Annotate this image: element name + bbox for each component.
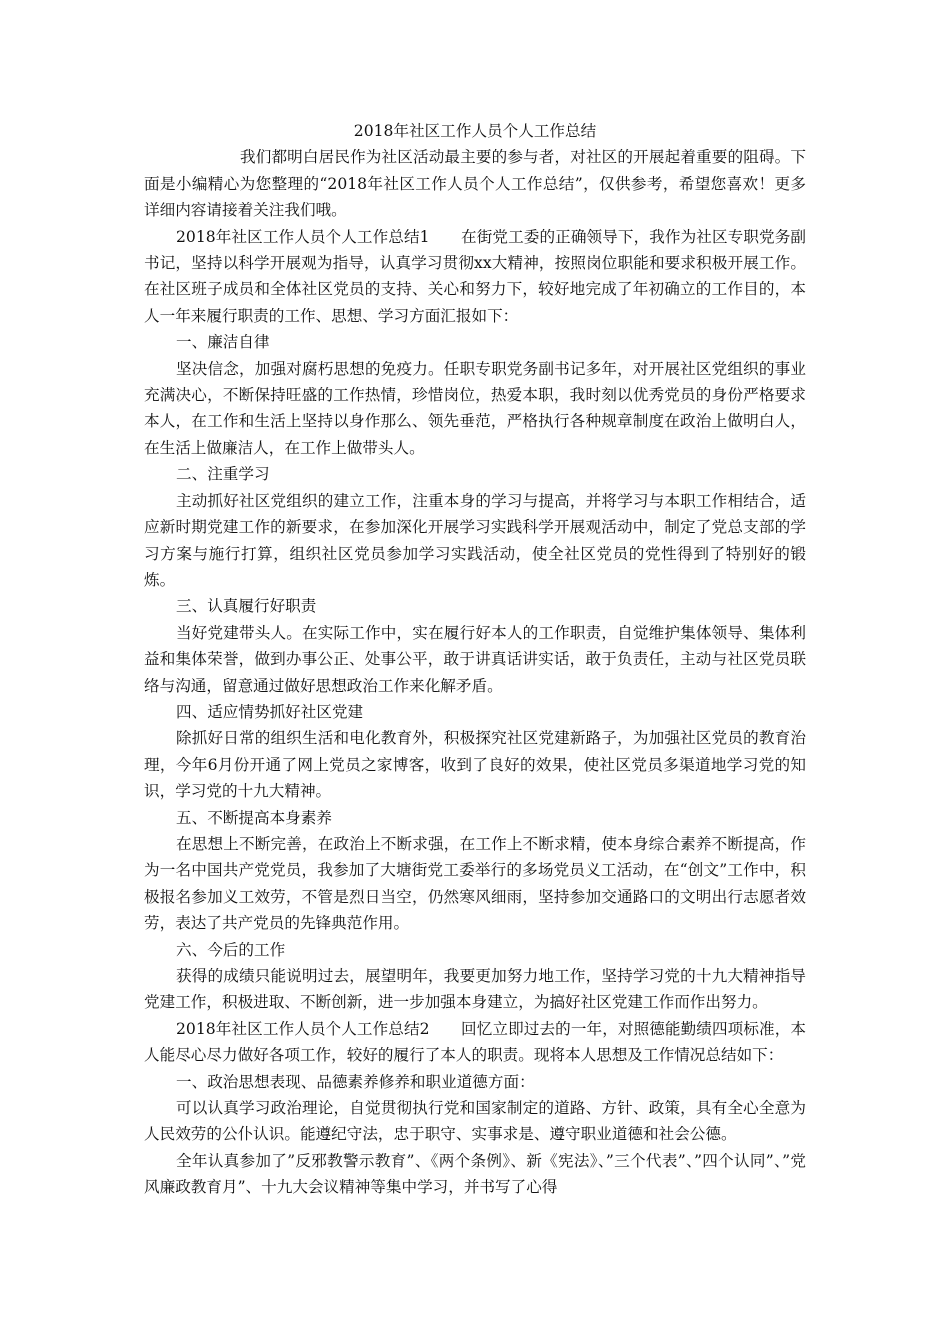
paragraph: 可以认真学习政治理论，自觉贯彻执行党和国家制定的道路、方针、政策，具有全心全意为人民效劳的公仆认识。能遵纪守法，忠于职守、实事求是、遵守职业道德和社会公德。: [144, 1099, 806, 1144]
paragraph: 在思想上不断完善，在政治上不断求强，在工作上不断求精，使本身综合素养不断提高，作为一名中国共产党党员，我参加了大塘街党工委举行的多场党员义工活动，在“创文”工作中，积极报名参加义工效劳，不管是烈日当空，仍然寒风细雨，坚持参加交通路口的文明出行志愿者效劳，表达了共产党员的先锋典范作用。: [144, 834, 806, 933]
section-heading: 三、认真履行好职责: [176, 597, 317, 616]
section-heading: 四、适应情势抓好社区党建: [176, 702, 364, 721]
section-heading: 二、注重学习: [176, 465, 270, 484]
section-heading: 一、廉洁自律: [176, 333, 270, 352]
paragraph: 主动抓好社区党组织的建立工作，注重本身的学习与提高，并将学习与本职工作相结合，适应新时期党建工作的新要求，在参加深化开展学习实践科学开展观活动中，制定了党总支部的学习方案与施行打算，组织社区党员参加学习实践活动，使全社区党员的党性得到了特别好的锻炼。: [144, 491, 806, 589]
section-heading: 一、政治思想表现、品德素养修养和职业道德方面：: [176, 1072, 535, 1091]
paragraph: 当好党建带头人。在实际工作中，实在履行好本人的工作职责，自觉维护集体领导、集体利益和集体荣誉，做到办事公正、处事公平，敢于讲真话讲实话，敢于负责任，主动与社区党员联络与沟通，留意通过做好思想政治工作来化解矛盾。: [144, 623, 806, 695]
paragraph: 全年认真参加了”反邪教警示教育”、《两个条例》、新《宪法》、”三个代表”、”四个认同”、”党风廉政教育月”、十九大会议精神等集中学习，并书写了心得: [144, 1151, 806, 1197]
paragraph: 坚决信念，加强对腐朽思想的免疫力。任职专职党务副书记多年，对开展社区党组织的事业充满决心，不断保持旺盛的工作热情，珍惜岗位，热爱本职，我时刻以优秀党员的身份严格要求本人，在工作和生活上坚持以身作那么、领先垂范，严格执行各种规章制度在政治上做明白人，在生活上做廉洁人，在工作上做带头人。: [144, 359, 806, 457]
document-body: [144, 118, 806, 1201]
document-title: 2018年社区工作人员个人工作总结: [353, 122, 597, 140]
intro-paragraph: 我们都明白居民作为社区活动最主要的参与者，对社区的开展起着重要的阻碍。下面是小编精心为您整理的“2018年社区工作人员个人工作总结”，仅供参考，希望您喜欢！更多详细内容请接着关注我们哦。: [144, 148, 806, 220]
paragraph: 2018年社区工作人员个人工作总结2 回忆立即过去的一年，对照德能勤绩四项标准，本人能尽心尽力做好各项工作，较好的履行了本人的职责。现将本人思想及工作情况总结如下：: [144, 1019, 806, 1065]
paragraph: 获得的成绩只能说明过去，展望明年，我要更加努力地工作，坚持学习党的十九大精神指导党建工作，积极进取、不断创新，进一步加强本身建立，为搞好社区党建工作而作出努力。: [144, 967, 806, 1012]
section-heading: 五、不断提高本身素养: [176, 808, 332, 827]
paragraph: 2018年社区工作人员个人工作总结1 在街党工委的正确领导下，我作为社区专职党务副书记，坚持以科学开展观为指导，认真学习贯彻xx大精神，按照岗位职能和要求积极开展工作。在社区班子成员和全体社区党员的支持、关心和努力下，较好地完成了年初确立的工作目的，本人一年来履行职责的工作、思想、学习方面汇报如下：: [144, 227, 806, 325]
paragraph: 除抓好日常的组织生活和电化教育外，积极探究社区党建新路子，为加强社区党员的教育治理，今年6月份开通了网上党员之家博客，收到了良好的效果，使社区党员多渠道地学习党的知识，学习党的十九大精神。: [144, 729, 806, 801]
section-heading: 六、今后的工作: [176, 940, 286, 959]
